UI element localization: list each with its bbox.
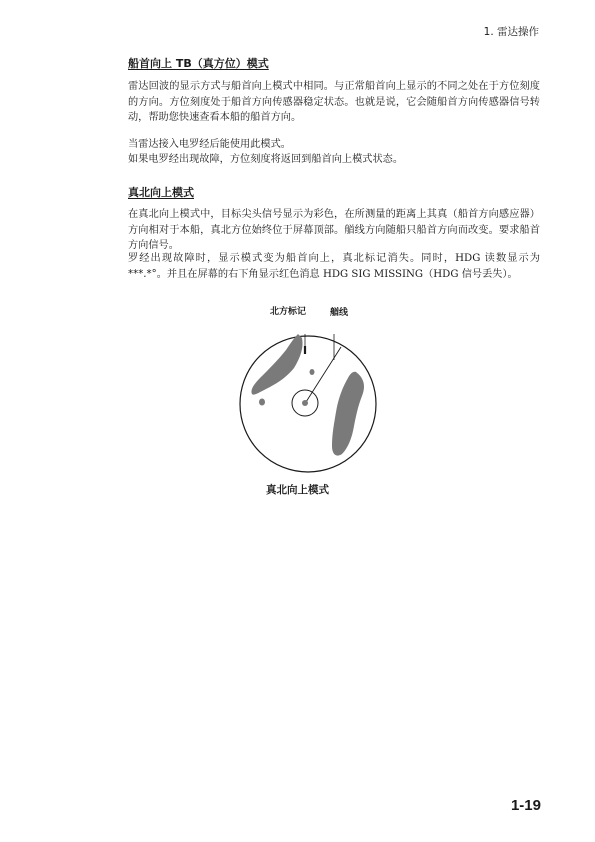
own-ship-marker [302, 400, 308, 406]
hdg-readout-code: ***.*° [128, 268, 157, 280]
paragraph-compass-failure [128, 251, 540, 282]
north-marker-label: 北方标记 [270, 307, 307, 317]
compass-failure-text-end: 。并且在屏幕的右下角显示红色消息 HDG SIG MISSING（HDG 信号丢失）。 [156, 268, 518, 280]
small-echo-north [310, 369, 315, 375]
paragraph-gyro-failure: 如果电罗经出现故障，方位刻度将返回到船首向上模式状态。 [128, 154, 404, 165]
paragraph-head-up-tb-description: 雷达回波的显示方式与船首向上模式中相同。与正常船首向上显示的不同之处在于方位刻度的方向。方位刻度处于船首方向传感器稳定状态。也就是说，它会随船首方向传感器信号转动，帮助您快速查看本船的船首方向。 [128, 81, 540, 123]
heading-line-label: 艏线 [330, 308, 349, 318]
small-echo-west [259, 399, 265, 406]
section-title-head-up-tb: 船首向上 TB（真方位）模式 [128, 57, 269, 70]
compass-failure-text-start: 罗经出现故障时，显示模式变为船首向上，真北标记消失。同时，HDG 读数显示为 [128, 253, 540, 264]
chapter-header: 1. 雷达操作 [483, 26, 539, 38]
paragraph-true-north-description: 在真北向上模式中，目标尖头信号显示为彩色，在所测量的距离上其真（船首方向感应器）方向相对于本船，真北方位始终位于屏幕顶部。艏线方向随船只船首方向而改变。要求船首方向信号。 [128, 209, 540, 251]
page-number: 1-19 [510, 797, 541, 814]
section-title-true-north-up: 真北向上模式 [128, 186, 194, 199]
paragraph-gyro-required: 当雷达接入电罗经后能使用此模式。 [128, 139, 291, 150]
figure-caption: 真北向上模式 [266, 484, 329, 496]
true-north-up-radar-figure [238, 334, 378, 474]
